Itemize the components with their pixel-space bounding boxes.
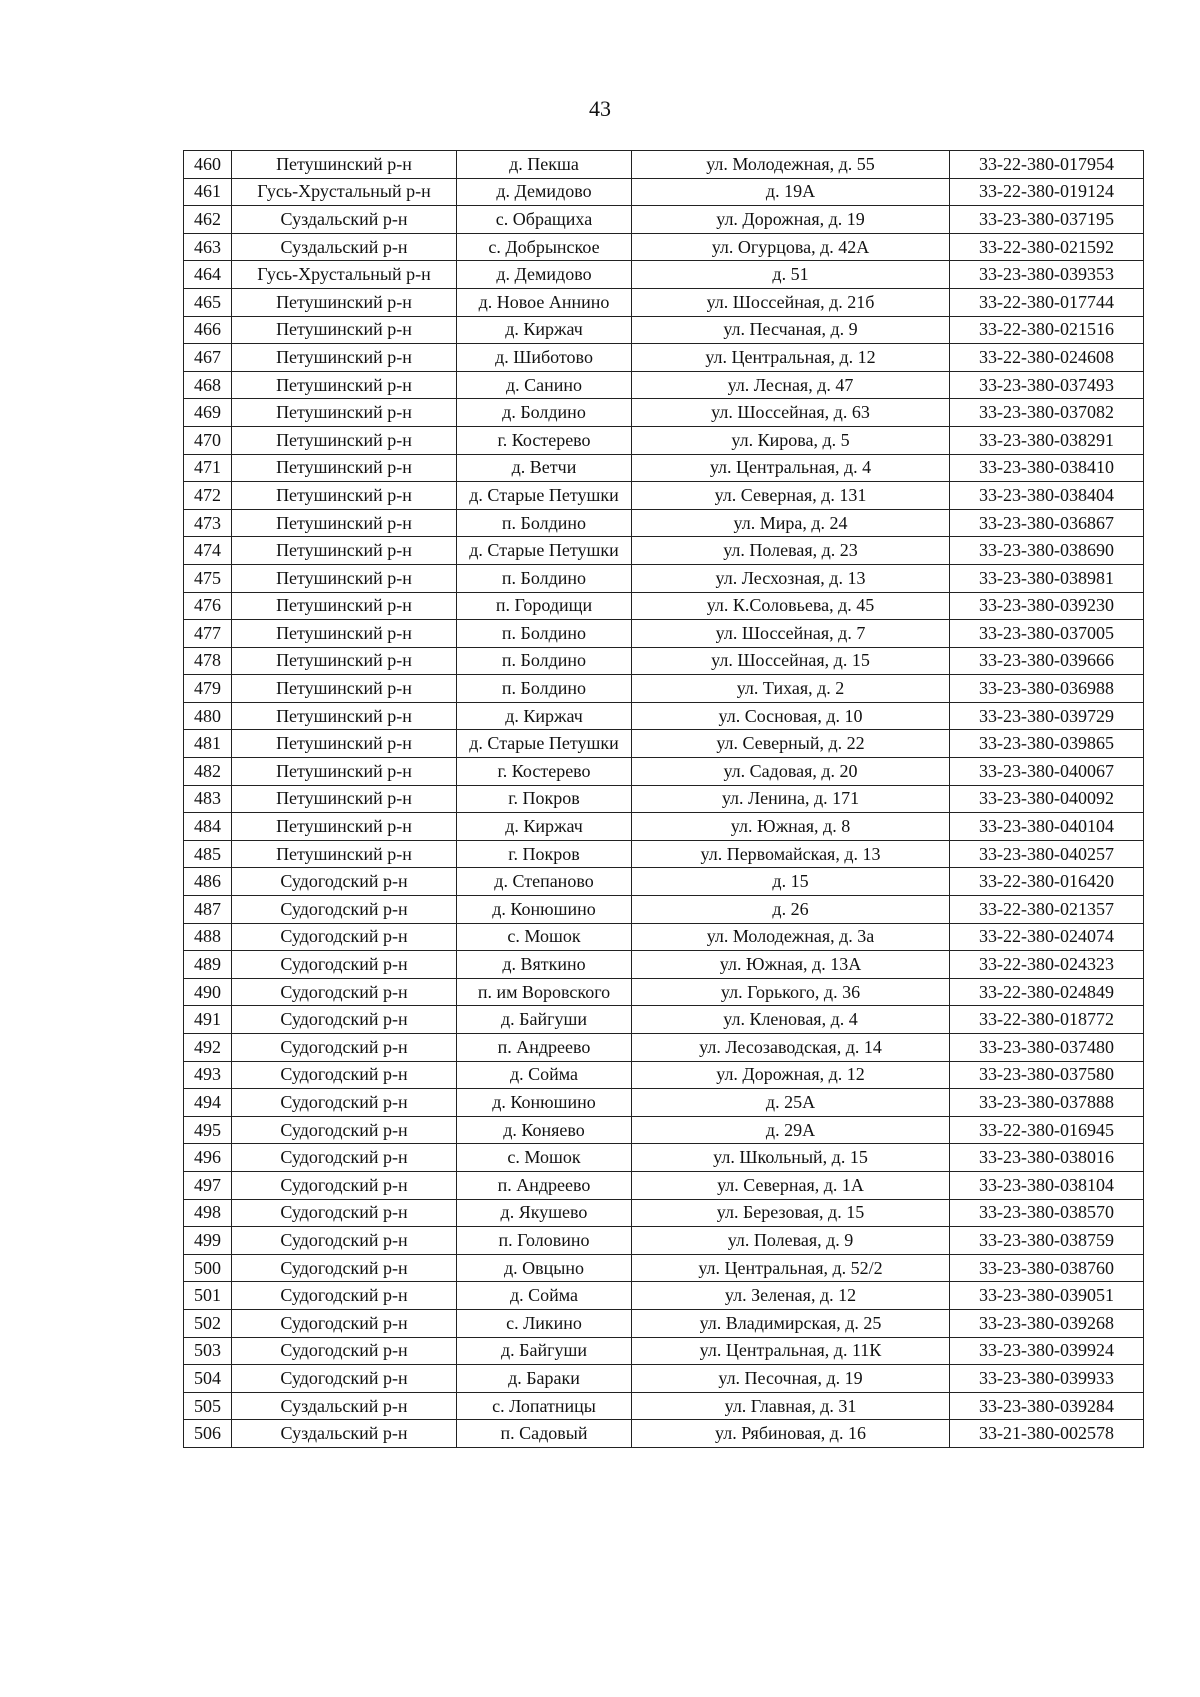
cadastral-code-cell: 33-23-380-040104: [950, 813, 1144, 841]
row-number-cell: 465: [184, 288, 232, 316]
cadastral-code-cell: 33-23-380-039933: [950, 1365, 1144, 1393]
table-row: [184, 151, 1144, 179]
table-row: [184, 1006, 1144, 1034]
locality-cell: п. Болдино: [457, 675, 632, 703]
district-cell: Петушинский р-н: [232, 537, 457, 565]
table-row: [184, 344, 1144, 372]
table-row: [184, 206, 1144, 234]
row-number-cell: 472: [184, 482, 232, 510]
locality-cell: д. Киржач: [457, 702, 632, 730]
locality-cell: с. Мошок: [457, 923, 632, 951]
cadastral-code-cell: 33-23-380-036867: [950, 509, 1144, 537]
locality-cell: д. Санино: [457, 371, 632, 399]
address-cell: д. 29А: [632, 1116, 950, 1144]
locality-cell: д. Демидово: [457, 178, 632, 206]
cadastral-code-cell: 33-23-380-038016: [950, 1144, 1144, 1172]
address-cell: ул. Кленовая, д. 4: [632, 1006, 950, 1034]
cadastral-code-cell: 33-23-380-038410: [950, 454, 1144, 482]
table-row: [184, 1144, 1144, 1172]
cadastral-code-cell: 33-23-380-039924: [950, 1337, 1144, 1365]
row-number-cell: 463: [184, 233, 232, 261]
locality-cell: д. Старые Петушки: [457, 730, 632, 758]
table-row: [184, 702, 1144, 730]
cadastral-code-cell: 33-23-380-039051: [950, 1282, 1144, 1310]
cadastral-code-cell: 33-22-380-024608: [950, 344, 1144, 372]
locality-cell: п. Головино: [457, 1227, 632, 1255]
locality-cell: с. Мошок: [457, 1144, 632, 1172]
address-cell: ул. Центральная, д. 11К: [632, 1337, 950, 1365]
locality-cell: д. Старые Петушки: [457, 537, 632, 565]
district-cell: Петушинский р-н: [232, 454, 457, 482]
locality-cell: п. Андреево: [457, 1171, 632, 1199]
district-cell: Судогодский р-н: [232, 951, 457, 979]
district-cell: Петушинский р-н: [232, 620, 457, 648]
row-number-cell: 461: [184, 178, 232, 206]
address-cell: ул. Лесная, д. 47: [632, 371, 950, 399]
district-cell: Петушинский р-н: [232, 426, 457, 454]
district-cell: Судогодский р-н: [232, 1144, 457, 1172]
address-cell: ул. Шоссейная, д. 7: [632, 620, 950, 648]
table-row: [184, 1392, 1144, 1420]
district-cell: Судогодский р-н: [232, 1116, 457, 1144]
locality-cell: д. Новое Аннино: [457, 288, 632, 316]
district-cell: Судогодский р-н: [232, 1254, 457, 1282]
row-number-cell: 504: [184, 1365, 232, 1393]
address-cell: ул. Школьный, д. 15: [632, 1144, 950, 1172]
district-cell: Петушинский р-н: [232, 592, 457, 620]
cadastral-code-cell: 33-23-380-039230: [950, 592, 1144, 620]
table-row: [184, 758, 1144, 786]
locality-cell: п. Болдино: [457, 564, 632, 592]
table-row: [184, 896, 1144, 924]
address-cell: ул. Садовая, д. 20: [632, 758, 950, 786]
address-cell: ул. Полевая, д. 9: [632, 1227, 950, 1255]
table-row: [184, 840, 1144, 868]
table-row: [184, 537, 1144, 565]
district-cell: Петушинский р-н: [232, 344, 457, 372]
cadastral-code-cell: 33-22-380-017954: [950, 151, 1144, 179]
cadastral-code-cell: 33-22-380-021516: [950, 316, 1144, 344]
address-cell: ул. Центральная, д. 12: [632, 344, 950, 372]
row-number-cell: 481: [184, 730, 232, 758]
row-number-cell: 501: [184, 1282, 232, 1310]
address-cell: ул. Сосновая, д. 10: [632, 702, 950, 730]
locality-cell: п. Болдино: [457, 620, 632, 648]
locality-cell: г. Костерево: [457, 426, 632, 454]
locality-cell: д. Вяткино: [457, 951, 632, 979]
table-row: [184, 1282, 1144, 1310]
cadastral-code-cell: 33-23-380-039865: [950, 730, 1144, 758]
address-cell: д. 19А: [632, 178, 950, 206]
registry-table: [183, 150, 1144, 1448]
locality-cell: д. Бараки: [457, 1365, 632, 1393]
locality-cell: д. Пекша: [457, 151, 632, 179]
address-cell: ул. Центральная, д. 52/2: [632, 1254, 950, 1282]
cadastral-code-cell: 33-22-380-016420: [950, 868, 1144, 896]
district-cell: Судогодский р-н: [232, 1089, 457, 1117]
table-row: [184, 399, 1144, 427]
district-cell: Гусь-Хрустальный р-н: [232, 178, 457, 206]
row-number-cell: 490: [184, 978, 232, 1006]
address-cell: ул. Зеленая, д. 12: [632, 1282, 950, 1310]
address-cell: д. 25А: [632, 1089, 950, 1117]
address-cell: ул. Песочная, д. 19: [632, 1365, 950, 1393]
table-row: [184, 1199, 1144, 1227]
district-cell: Петушинский р-н: [232, 813, 457, 841]
locality-cell: д. Болдино: [457, 399, 632, 427]
cadastral-code-cell: 33-23-380-039268: [950, 1309, 1144, 1337]
locality-cell: д. Киржач: [457, 316, 632, 344]
cadastral-code-cell: 33-23-380-037082: [950, 399, 1144, 427]
cadastral-code-cell: 33-22-380-016945: [950, 1116, 1144, 1144]
row-number-cell: 466: [184, 316, 232, 344]
address-cell: ул. Шоссейная, д. 63: [632, 399, 950, 427]
district-cell: Судогодский р-н: [232, 1227, 457, 1255]
locality-cell: д. Киржач: [457, 813, 632, 841]
row-number-cell: 491: [184, 1006, 232, 1034]
district-cell: Суздальский р-н: [232, 1392, 457, 1420]
table-row: [184, 482, 1144, 510]
district-cell: Судогодский р-н: [232, 1199, 457, 1227]
table-row: [184, 1171, 1144, 1199]
row-number-cell: 464: [184, 261, 232, 289]
locality-cell: д. Конюшино: [457, 1089, 632, 1117]
cadastral-code-cell: 33-22-380-024074: [950, 923, 1144, 951]
locality-cell: д. Старые Петушки: [457, 482, 632, 510]
row-number-cell: 502: [184, 1309, 232, 1337]
row-number-cell: 495: [184, 1116, 232, 1144]
address-cell: ул. Березовая, д. 15: [632, 1199, 950, 1227]
locality-cell: г. Покров: [457, 785, 632, 813]
row-number-cell: 478: [184, 647, 232, 675]
cadastral-code-cell: 33-22-380-021357: [950, 896, 1144, 924]
row-number-cell: 492: [184, 1034, 232, 1062]
row-number-cell: 486: [184, 868, 232, 896]
cadastral-code-cell: 33-23-380-040067: [950, 758, 1144, 786]
row-number-cell: 473: [184, 509, 232, 537]
row-number-cell: 470: [184, 426, 232, 454]
table-row: [184, 233, 1144, 261]
cadastral-code-cell: 33-23-380-038760: [950, 1254, 1144, 1282]
district-cell: Судогодский р-н: [232, 1171, 457, 1199]
locality-cell: д. Байгуши: [457, 1337, 632, 1365]
address-cell: ул. Южная, д. 8: [632, 813, 950, 841]
district-cell: Судогодский р-н: [232, 1061, 457, 1089]
cadastral-code-cell: 33-22-380-024849: [950, 978, 1144, 1006]
table-row: [184, 1309, 1144, 1337]
table-row: [184, 1365, 1144, 1393]
district-cell: Судогодский р-н: [232, 1365, 457, 1393]
locality-cell: с. Ликино: [457, 1309, 632, 1337]
locality-cell: п. Болдино: [457, 647, 632, 675]
cadastral-code-cell: 33-23-380-038291: [950, 426, 1144, 454]
locality-cell: д. Овцыно: [457, 1254, 632, 1282]
cadastral-code-cell: 33-22-380-019124: [950, 178, 1144, 206]
table-row: [184, 675, 1144, 703]
address-cell: ул. Песчаная, д. 9: [632, 316, 950, 344]
table-row: [184, 454, 1144, 482]
cadastral-code-cell: 33-23-380-038690: [950, 537, 1144, 565]
table-row: [184, 509, 1144, 537]
row-number-cell: 462: [184, 206, 232, 234]
table-row: [184, 426, 1144, 454]
row-number-cell: 498: [184, 1199, 232, 1227]
district-cell: Суздальский р-н: [232, 1420, 457, 1448]
address-cell: ул. Тихая, д. 2: [632, 675, 950, 703]
cadastral-code-cell: 33-23-380-036988: [950, 675, 1144, 703]
cadastral-code-cell: 33-23-380-037580: [950, 1061, 1144, 1089]
locality-cell: д. Якушево: [457, 1199, 632, 1227]
row-number-cell: 471: [184, 454, 232, 482]
row-number-cell: 460: [184, 151, 232, 179]
row-number-cell: 467: [184, 344, 232, 372]
table-row: [184, 1089, 1144, 1117]
locality-cell: п. Садовый: [457, 1420, 632, 1448]
address-cell: ул. Шоссейная, д. 21б: [632, 288, 950, 316]
row-number-cell: 475: [184, 564, 232, 592]
locality-cell: г. Покров: [457, 840, 632, 868]
cadastral-code-cell: 33-23-380-040257: [950, 840, 1144, 868]
district-cell: Петушинский р-н: [232, 564, 457, 592]
table-row: [184, 371, 1144, 399]
cadastral-code-cell: 33-22-380-018772: [950, 1006, 1144, 1034]
address-cell: ул. Дорожная, д. 19: [632, 206, 950, 234]
address-cell: д. 26: [632, 896, 950, 924]
locality-cell: п. Андреево: [457, 1034, 632, 1062]
cadastral-code-cell: 33-23-380-037493: [950, 371, 1144, 399]
cadastral-code-cell: 33-23-380-037195: [950, 206, 1144, 234]
row-number-cell: 488: [184, 923, 232, 951]
address-cell: ул. Полевая, д. 23: [632, 537, 950, 565]
address-cell: ул. Шоссейная, д. 15: [632, 647, 950, 675]
district-cell: Судогодский р-н: [232, 1309, 457, 1337]
district-cell: Петушинский р-н: [232, 509, 457, 537]
table-row: [184, 288, 1144, 316]
cadastral-code-cell: 33-23-380-040092: [950, 785, 1144, 813]
address-cell: ул. Ленина, д. 171: [632, 785, 950, 813]
locality-cell: д. Степаново: [457, 868, 632, 896]
cadastral-code-cell: 33-23-380-038104: [950, 1171, 1144, 1199]
district-cell: Суздальский р-н: [232, 206, 457, 234]
registry-table-body: [184, 151, 1144, 1448]
address-cell: ул. Лесозаводская, д. 14: [632, 1034, 950, 1062]
row-number-cell: 469: [184, 399, 232, 427]
district-cell: Петушинский р-н: [232, 647, 457, 675]
row-number-cell: 474: [184, 537, 232, 565]
table-row: [184, 592, 1144, 620]
address-cell: ул. Дорожная, д. 12: [632, 1061, 950, 1089]
district-cell: Судогодский р-н: [232, 1337, 457, 1365]
row-number-cell: 496: [184, 1144, 232, 1172]
cadastral-code-cell: 33-23-380-037005: [950, 620, 1144, 648]
locality-cell: д. Конюшино: [457, 896, 632, 924]
table-row: [184, 730, 1144, 758]
address-cell: ул. Северная, д. 131: [632, 482, 950, 510]
address-cell: ул. Главная, д. 31: [632, 1392, 950, 1420]
locality-cell: д. Сойма: [457, 1282, 632, 1310]
address-cell: ул. К.Соловьева, д. 45: [632, 592, 950, 620]
table-row: [184, 1034, 1144, 1062]
address-cell: ул. Молодежная, д. 55: [632, 151, 950, 179]
address-cell: ул. Лесхозная, д. 13: [632, 564, 950, 592]
district-cell: Петушинский р-н: [232, 371, 457, 399]
cadastral-code-cell: 33-23-380-039353: [950, 261, 1144, 289]
district-cell: Петушинский р-н: [232, 399, 457, 427]
cadastral-code-cell: 33-21-380-002578: [950, 1420, 1144, 1448]
cadastral-code-cell: 33-23-380-038759: [950, 1227, 1144, 1255]
locality-cell: д. Коняево: [457, 1116, 632, 1144]
cadastral-code-cell: 33-23-380-039729: [950, 702, 1144, 730]
cadastral-code-cell: 33-22-380-021592: [950, 233, 1144, 261]
table-row: [184, 951, 1144, 979]
district-cell: Судогодский р-н: [232, 1034, 457, 1062]
locality-cell: д. Сойма: [457, 1061, 632, 1089]
table-row: [184, 923, 1144, 951]
table-row: [184, 1337, 1144, 1365]
district-cell: Судогодский р-н: [232, 923, 457, 951]
locality-cell: с. Лопатницы: [457, 1392, 632, 1420]
locality-cell: п. Городищи: [457, 592, 632, 620]
table-row: [184, 620, 1144, 648]
address-cell: ул. Рябиновая, д. 16: [632, 1420, 950, 1448]
table-row: [184, 1420, 1144, 1448]
table-row: [184, 1254, 1144, 1282]
row-number-cell: 476: [184, 592, 232, 620]
address-cell: ул. Северный, д. 22: [632, 730, 950, 758]
table-row: [184, 1227, 1144, 1255]
row-number-cell: 468: [184, 371, 232, 399]
row-number-cell: 494: [184, 1089, 232, 1117]
locality-cell: д. Демидово: [457, 261, 632, 289]
table-row: [184, 647, 1144, 675]
address-cell: ул. Южная, д. 13А: [632, 951, 950, 979]
district-cell: Судогодский р-н: [232, 868, 457, 896]
table-row: [184, 785, 1144, 813]
cadastral-code-cell: 33-23-380-037888: [950, 1089, 1144, 1117]
cadastral-code-cell: 33-23-380-038570: [950, 1199, 1144, 1227]
district-cell: Петушинский р-н: [232, 675, 457, 703]
address-cell: ул. Первомайская, д. 13: [632, 840, 950, 868]
district-cell: Судогодский р-н: [232, 1282, 457, 1310]
address-cell: ул. Мира, д. 24: [632, 509, 950, 537]
row-number-cell: 493: [184, 1061, 232, 1089]
cadastral-code-cell: 33-23-380-039666: [950, 647, 1144, 675]
table-row: [184, 261, 1144, 289]
row-number-cell: 483: [184, 785, 232, 813]
locality-cell: п. им Воровского: [457, 978, 632, 1006]
locality-cell: п. Болдино: [457, 509, 632, 537]
row-number-cell: 482: [184, 758, 232, 786]
address-cell: ул. Кирова, д. 5: [632, 426, 950, 454]
row-number-cell: 489: [184, 951, 232, 979]
district-cell: Петушинский р-н: [232, 840, 457, 868]
row-number-cell: 505: [184, 1392, 232, 1420]
table-row: [184, 813, 1144, 841]
district-cell: Петушинский р-н: [232, 288, 457, 316]
address-cell: ул. Горького, д. 36: [632, 978, 950, 1006]
cadastral-code-cell: 33-23-380-038981: [950, 564, 1144, 592]
row-number-cell: 506: [184, 1420, 232, 1448]
locality-cell: д. Байгуши: [457, 1006, 632, 1034]
cadastral-code-cell: 33-23-380-039284: [950, 1392, 1144, 1420]
row-number-cell: 497: [184, 1171, 232, 1199]
district-cell: Петушинский р-н: [232, 702, 457, 730]
row-number-cell: 479: [184, 675, 232, 703]
district-cell: Судогодский р-н: [232, 1006, 457, 1034]
cadastral-code-cell: 33-22-380-024323: [950, 951, 1144, 979]
address-cell: ул. Владимирская, д. 25: [632, 1309, 950, 1337]
locality-cell: г. Костерево: [457, 758, 632, 786]
district-cell: Судогодский р-н: [232, 978, 457, 1006]
locality-cell: д. Ветчи: [457, 454, 632, 482]
row-number-cell: 477: [184, 620, 232, 648]
table-row: [184, 564, 1144, 592]
cadastral-code-cell: 33-22-380-017744: [950, 288, 1144, 316]
row-number-cell: 500: [184, 1254, 232, 1282]
table-row: [184, 978, 1144, 1006]
cadastral-code-cell: 33-23-380-037480: [950, 1034, 1144, 1062]
row-number-cell: 487: [184, 896, 232, 924]
address-cell: д. 51: [632, 261, 950, 289]
row-number-cell: 485: [184, 840, 232, 868]
row-number-cell: 480: [184, 702, 232, 730]
district-cell: Гусь-Хрустальный р-н: [232, 261, 457, 289]
district-cell: Петушинский р-н: [232, 316, 457, 344]
row-number-cell: 503: [184, 1337, 232, 1365]
page-number: 43: [589, 96, 611, 121]
table-row: [184, 1116, 1144, 1144]
address-cell: ул. Центральная, д. 4: [632, 454, 950, 482]
address-cell: д. 15: [632, 868, 950, 896]
locality-cell: с. Обращиха: [457, 206, 632, 234]
locality-cell: с. Добрынское: [457, 233, 632, 261]
table-row: [184, 868, 1144, 896]
row-number-cell: 484: [184, 813, 232, 841]
address-cell: ул. Молодежная, д. 3а: [632, 923, 950, 951]
locality-cell: д. Шиботово: [457, 344, 632, 372]
district-cell: Петушинский р-н: [232, 785, 457, 813]
address-cell: ул. Огурцова, д. 42А: [632, 233, 950, 261]
cadastral-code-cell: 33-23-380-038404: [950, 482, 1144, 510]
row-number-cell: 499: [184, 1227, 232, 1255]
district-cell: Петушинский р-н: [232, 758, 457, 786]
district-cell: Петушинский р-н: [232, 482, 457, 510]
address-cell: ул. Северная, д. 1А: [632, 1171, 950, 1199]
district-cell: Суздальский р-н: [232, 233, 457, 261]
table-row: [184, 178, 1144, 206]
table-row: [184, 316, 1144, 344]
district-cell: Петушинский р-н: [232, 151, 457, 179]
table-row: [184, 1061, 1144, 1089]
district-cell: Петушинский р-н: [232, 730, 457, 758]
district-cell: Судогодский р-н: [232, 896, 457, 924]
